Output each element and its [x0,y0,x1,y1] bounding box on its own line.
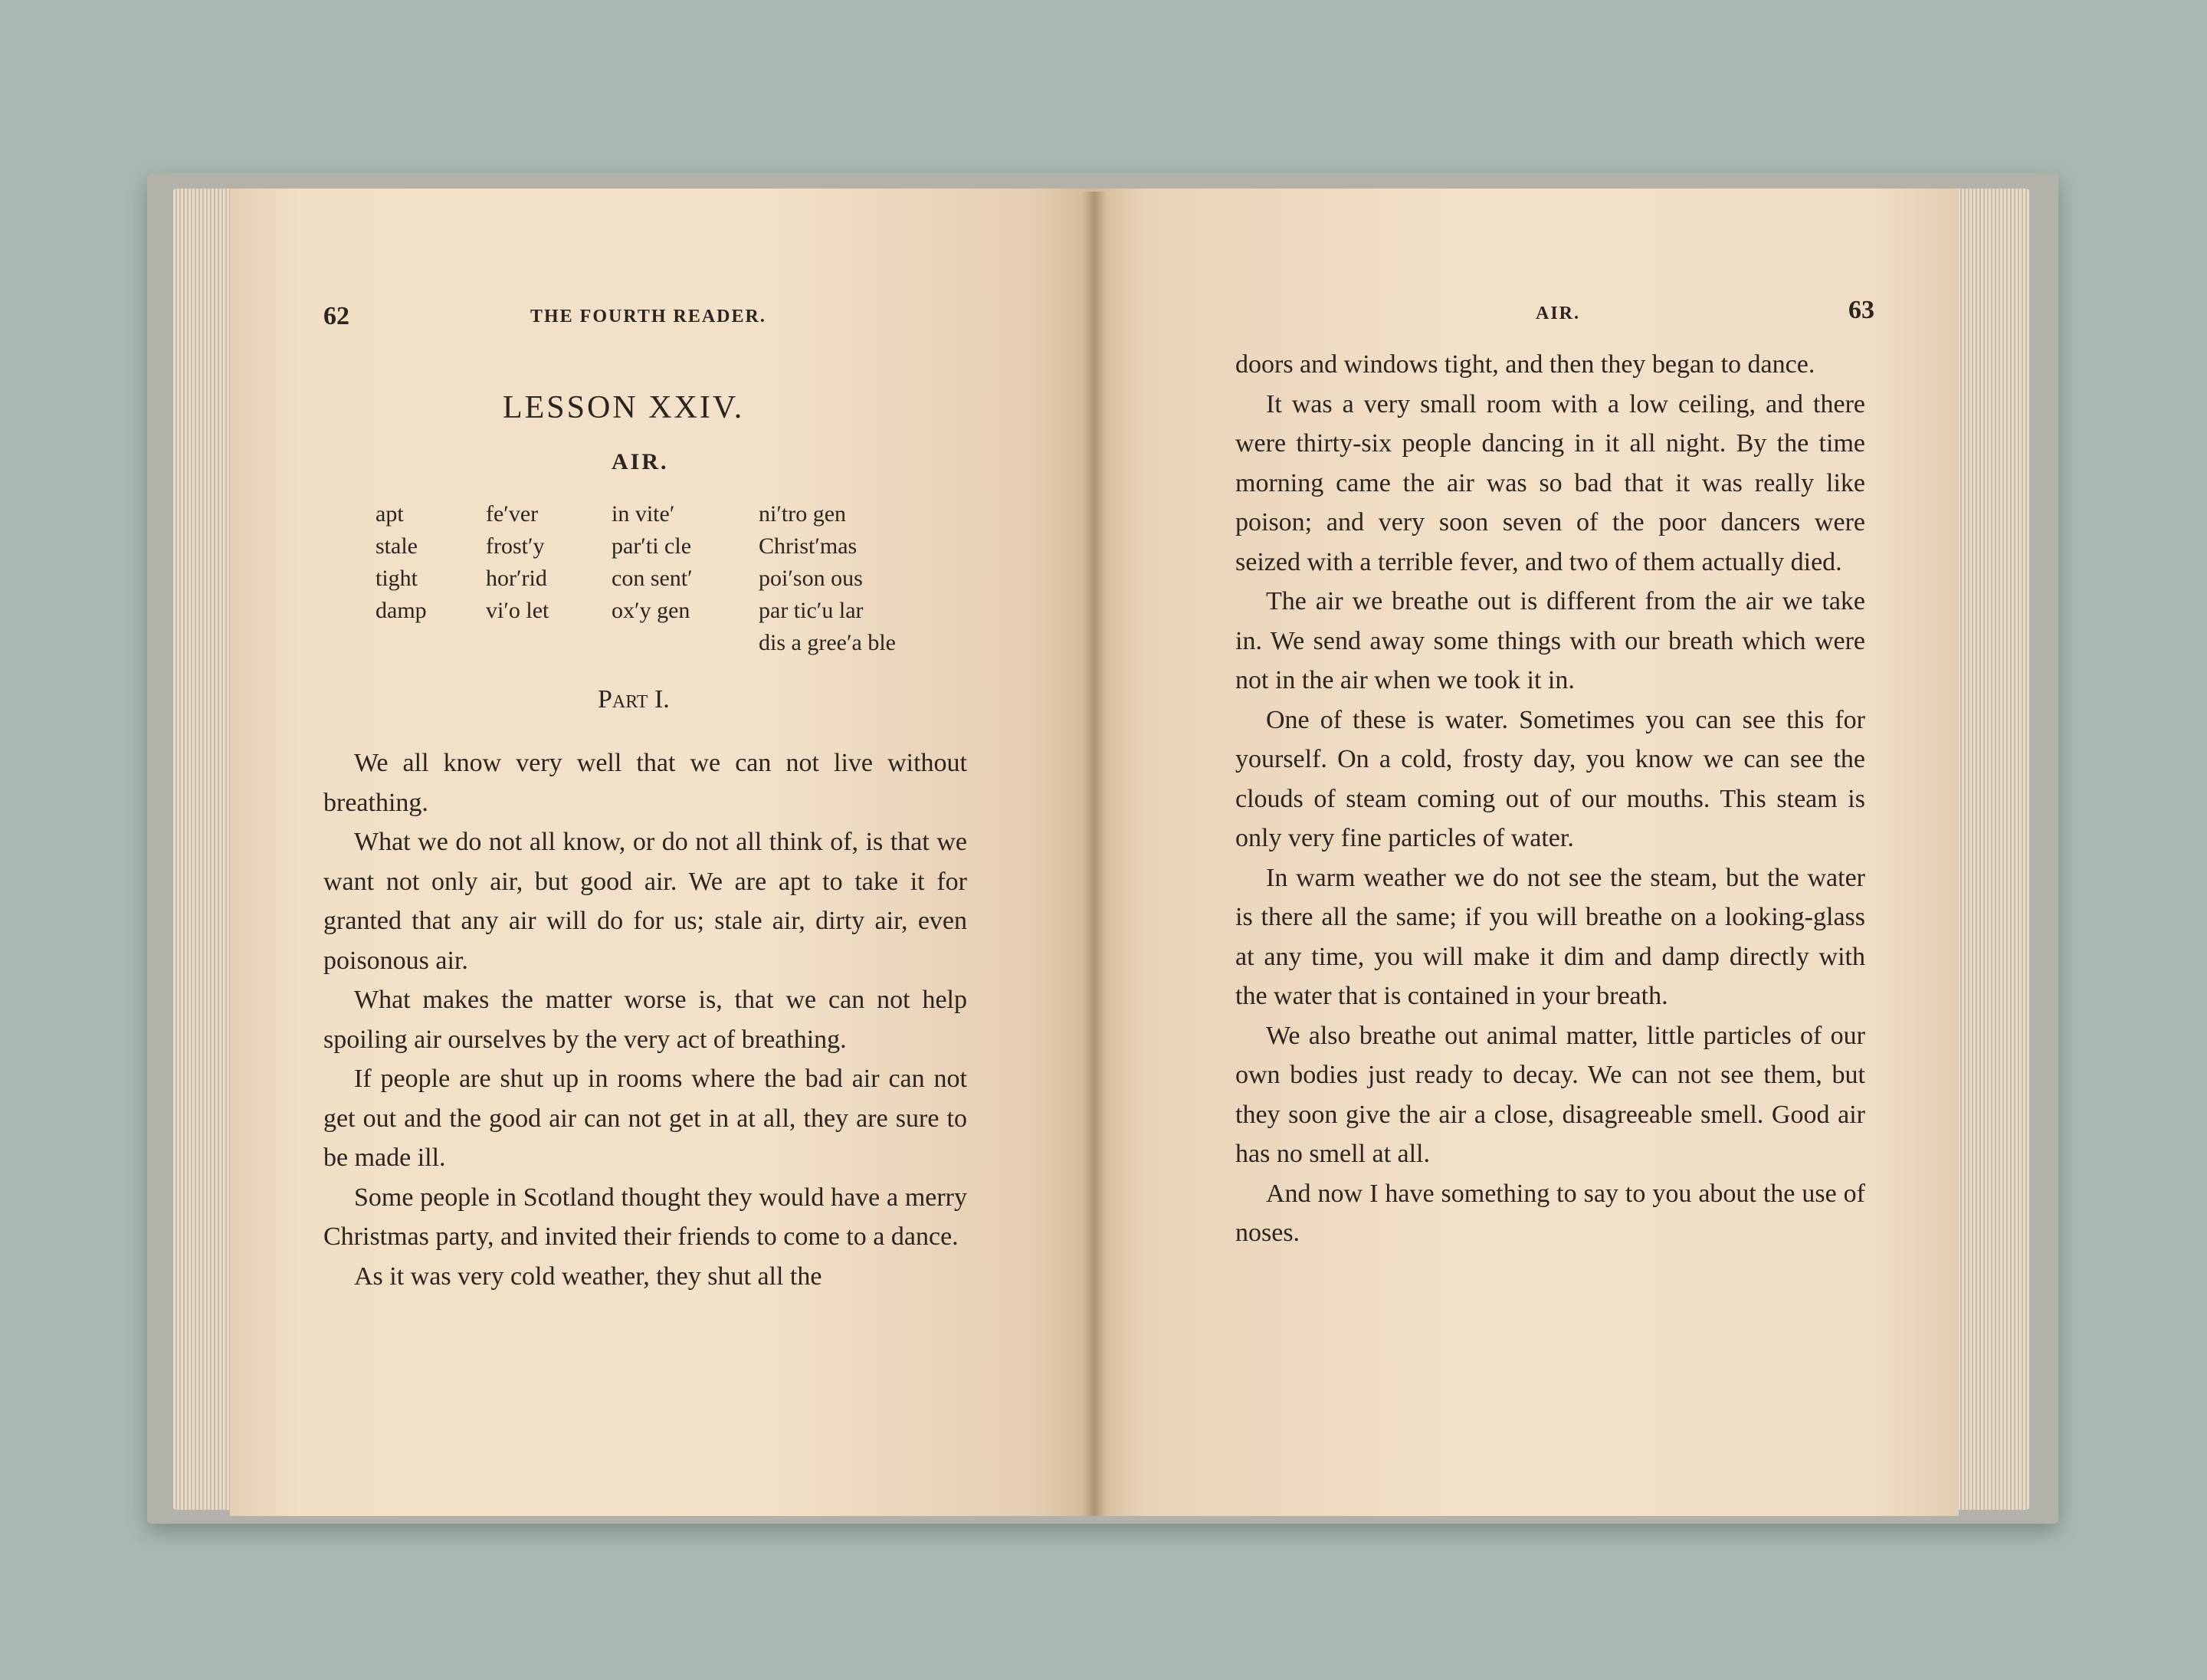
vocabulary-column [759,498,896,659]
vocabulary-word: fe′ver [486,501,539,527]
book-gutter [1082,192,1107,1516]
paragraph: The air we breathe out is different from the air we take in. We send away some things with our breath which were not in the air when we took it in. [1235,587,1865,694]
paragraph: As it was very cold weather, they shut all the [354,1262,822,1291]
paragraph: In warm weather we do not see the steam, but the water is there all the same; if you will breathe on a looking-glass at any time, you will make it dim and damp directly with the water that is contained in your breath. [1235,863,1865,1010]
paragraph: If people are shut up in rooms where the bad air can not get out and the good air can not get in at all, they are sure to be made ill. [323,1065,967,1172]
lesson-title: LESSON XXIV. [503,390,745,425]
vocabulary-column [375,498,427,627]
paragraph: It was a very small room with a low ceiling, and there were thirty-six people dancing in it all night. By the time morning came the air was so bad that it was really like poison; and very soon seven of the poor dancers were seized with a terrible fever, and two of them actually died. [1235,389,1865,576]
vocabulary-word: par tic′u lar [759,598,864,623]
vocabulary-column [612,498,693,627]
paragraph: doors and windows tight, and then they began to dance. [1235,350,1815,379]
vocabulary-word: apt [375,501,404,527]
vocabulary-word: tight [375,566,418,591]
vocabulary-word: par′ti cle [612,533,692,559]
lesson-subtitle: AIR. [612,449,669,474]
vocabulary-word: ox′y gen [612,598,690,623]
vocabulary-word: frost′y [486,533,545,559]
vocabulary-word: ni′tro gen [759,501,847,527]
paragraph: Some people in Scotland thought they would have a merry Christmas party, and invited their friends to come to a dance. [323,1183,967,1251]
paragraph: One of these is water. Sometimes you can see this for yourself. On a cold, frosty day, you know we can see the clouds of steam coming out of our mouths. This steam is only very fine particles of water. [1235,705,1865,852]
vocabulary-word: damp [375,598,427,623]
vocabulary-word: poi′son ous [759,566,863,591]
paragraph: What makes the matter worse is, that we can not help spoiling air ourselves by the very act of breathing. [323,986,967,1054]
vocabulary-word: Christ′mas [759,533,858,559]
vocabulary-word: in vite′ [612,501,675,527]
paragraph: We all know very well that we can not live without breathing. [323,749,967,817]
page-number: 63 [1848,296,1874,324]
paragraph: We also breathe out animal matter, little particles of our own bodies just ready to decay. We can not see them, but they soon give the air a close, disagreeable smell. Good air has no smell at all. [1235,1021,1865,1168]
running-head: THE FOURTH READER. [530,307,766,326]
vocabulary-column [486,498,549,627]
vocabulary-word: stale [375,533,418,559]
body-text [323,743,967,1296]
vocabulary-word: con sent′ [612,566,693,591]
left-page [230,189,1097,1516]
part-heading: Part I. [598,685,670,714]
right-page [1093,189,1959,1516]
vocabulary-word: vi′o let [486,598,549,623]
vocabulary-word: dis a gree′a ble [759,630,896,655]
paragraph: What we do not all know, or do not all think of, is that we want not only air, but good air. We are apt to take it for granted that any air will do for us; stale air, dirty air, even poisonous air. [323,828,967,975]
vocabulary-word: hor′rid [486,566,547,591]
paragraph: And now I have something to say to you about the use of noses. [1235,1179,1865,1247]
body-text [1235,345,1865,1253]
page-number: 62 [323,302,349,330]
running-head: AIR. [1536,304,1581,323]
